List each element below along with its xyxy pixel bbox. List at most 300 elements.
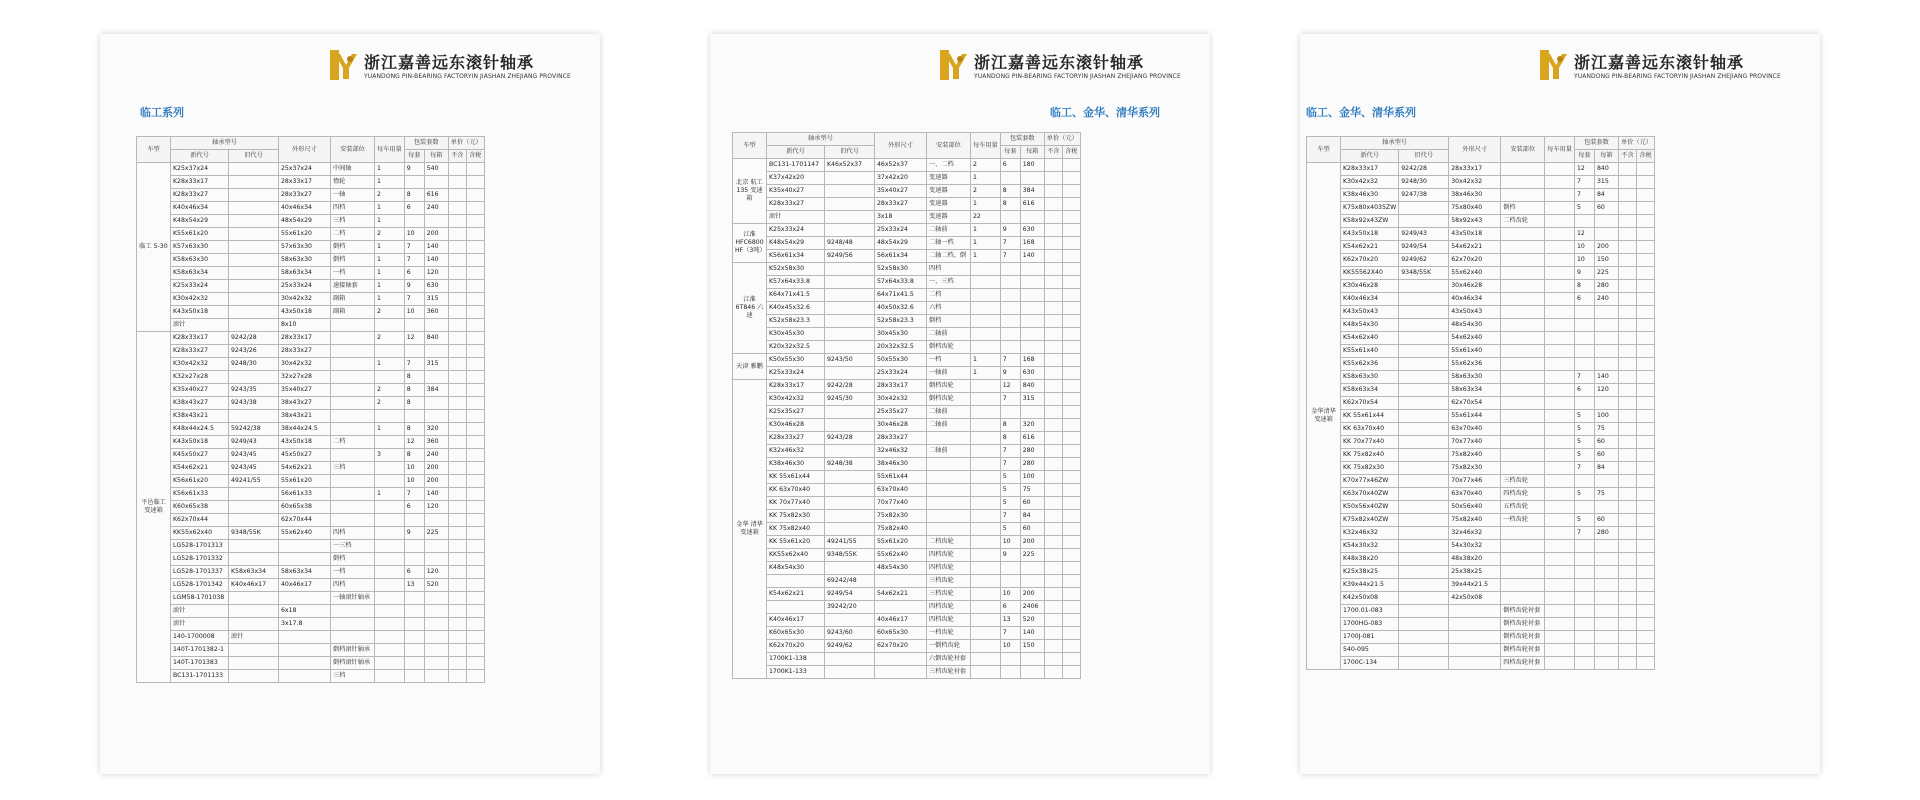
- dimension-cell: 58x63x34: [1449, 384, 1501, 397]
- install-position-cell: 四档齿轮: [927, 601, 971, 614]
- per-set-cell: 9: [404, 163, 424, 176]
- price-excl-cell: [1044, 445, 1062, 458]
- dimension-cell: 55x62x36: [1449, 358, 1501, 371]
- dimension-cell: [875, 575, 927, 588]
- per-box-cell: 168: [1020, 354, 1044, 367]
- table-row: [137, 553, 485, 566]
- quantity-cell: [1545, 280, 1575, 293]
- dimension-cell: 3x18: [875, 211, 927, 224]
- price-excl-cell: [1044, 406, 1062, 419]
- per-box-cell: [424, 514, 448, 527]
- install-position-cell: [927, 471, 971, 484]
- per-box-cell: 840: [1594, 163, 1618, 176]
- quantity-cell: 2: [971, 159, 1001, 172]
- old-code-cell: [1399, 527, 1449, 540]
- new-code-cell: K30x42x32: [1341, 176, 1399, 189]
- dimension-cell: 43x50x43: [1449, 306, 1501, 319]
- dimension-cell: 55x62x40: [279, 527, 331, 540]
- dimension-cell: 38x46x30: [1449, 189, 1501, 202]
- dimension-cell: 50x55x30: [875, 354, 927, 367]
- quantity-cell: 22: [971, 211, 1001, 224]
- dimension-cell: 54x30x32: [1449, 540, 1501, 553]
- dimension-cell: 3x17.8: [279, 618, 331, 631]
- per-set-cell: 9: [1000, 549, 1020, 562]
- table-row: [733, 497, 1081, 510]
- header-old: 旧代号: [825, 146, 875, 159]
- dimension-cell: [279, 592, 331, 605]
- price-incl-cell: [1636, 332, 1654, 345]
- old-code-cell: 9248/30: [1399, 176, 1449, 189]
- new-code-cell: LGM58-1701038: [171, 592, 229, 605]
- old-code-cell: [229, 657, 279, 670]
- new-code-cell: K28x33x17: [171, 176, 229, 189]
- per-box-cell: [1594, 306, 1618, 319]
- price-incl-cell: [466, 332, 484, 345]
- install-position-cell: 五档齿轮: [1501, 501, 1545, 514]
- old-code-cell: [1399, 514, 1449, 527]
- price-incl-cell: [466, 605, 484, 618]
- new-code-cell: K38x46x30: [1341, 189, 1399, 202]
- price-excl-cell: [1618, 306, 1636, 319]
- per-set-cell: [404, 605, 424, 618]
- dimension-cell: 55x61x44: [1449, 410, 1501, 423]
- per-set-cell: 5: [1574, 436, 1594, 449]
- dimension-cell: 6x18: [279, 605, 331, 618]
- price-incl-cell: [1636, 553, 1654, 566]
- price-incl-cell: [466, 228, 484, 241]
- dimension-cell: 58x63x34: [279, 566, 331, 579]
- new-code-cell: 140T-1701383: [171, 657, 229, 670]
- price-incl-cell: [1062, 445, 1080, 458]
- quantity-cell: [971, 328, 1001, 341]
- per-box-cell: [1594, 579, 1618, 592]
- quantity-cell: [971, 614, 1001, 627]
- header-size: 外形尺寸: [279, 137, 331, 163]
- new-code-cell: 1700.01-083: [1341, 605, 1399, 618]
- install-position-cell: [331, 618, 375, 631]
- old-code-cell: [1399, 462, 1449, 475]
- price-excl-cell: [1618, 514, 1636, 527]
- table-row: [137, 527, 485, 540]
- per-set-cell: 7: [1574, 527, 1594, 540]
- old-code-cell: [229, 280, 279, 293]
- old-code-cell: [229, 215, 279, 228]
- quantity-cell: [1545, 332, 1575, 345]
- old-code-cell: [825, 666, 875, 679]
- install-position-cell: [331, 345, 375, 358]
- per-box-cell: [1020, 653, 1044, 666]
- dimension-cell: 25x33x24: [875, 224, 927, 237]
- quantity-cell: [1545, 566, 1575, 579]
- price-excl-cell: [1044, 380, 1062, 393]
- per-box-cell: 384: [424, 384, 448, 397]
- new-code-cell: LG528-1701342: [171, 579, 229, 592]
- per-set-cell: 7: [1000, 458, 1020, 471]
- install-position-cell: 倒档滚针轴承: [331, 644, 375, 657]
- price-excl-cell: [1044, 614, 1062, 627]
- per-box-cell: 225: [1020, 549, 1044, 562]
- old-code-cell: [825, 406, 875, 419]
- table-row: [733, 419, 1081, 432]
- table-row: [1307, 631, 1655, 644]
- quantity-cell: [375, 514, 405, 527]
- new-code-cell: K54x62x21: [171, 462, 229, 475]
- install-position-cell: [1501, 371, 1545, 384]
- per-box-cell: 840: [424, 332, 448, 345]
- per-box-cell: 315: [1020, 393, 1044, 406]
- install-position-cell: [331, 384, 375, 397]
- old-code-cell: 9243/38: [229, 397, 279, 410]
- price-incl-cell: [1636, 488, 1654, 501]
- new-code-cell: LG528-1701332: [171, 553, 229, 566]
- dimension-cell: 30x42x32: [1449, 176, 1501, 189]
- dimension-cell: 40x46x17: [875, 614, 927, 627]
- table-row: [1307, 644, 1655, 657]
- new-code-cell: K30x45x30: [767, 328, 825, 341]
- install-position-cell: [1501, 254, 1545, 267]
- new-code-cell: 1700K1-133: [767, 666, 825, 679]
- series-title: 临工系列: [140, 106, 184, 119]
- install-position-cell: 一档: [927, 354, 971, 367]
- price-excl-cell: [1044, 575, 1062, 588]
- price-excl-cell: [1618, 384, 1636, 397]
- old-code-cell: [1399, 618, 1449, 631]
- dimension-cell: 55x61x44: [875, 471, 927, 484]
- old-code-cell: [1399, 631, 1449, 644]
- old-code-cell: [229, 189, 279, 202]
- header-qty: 每车用量: [971, 133, 1001, 159]
- per-set-cell: 7: [1574, 176, 1594, 189]
- old-code-cell: 9243/35: [229, 384, 279, 397]
- quantity-cell: [971, 380, 1001, 393]
- quantity-cell: [1545, 449, 1575, 462]
- old-code-cell: 9243/26: [229, 345, 279, 358]
- price-incl-cell: [466, 592, 484, 605]
- table-row: [1307, 228, 1655, 241]
- dimension-cell: 52x58x23.3: [875, 315, 927, 328]
- price-incl-cell: [1062, 536, 1080, 549]
- new-code-cell: K63x70x40ZW: [1341, 488, 1399, 501]
- price-incl-cell: [1062, 393, 1080, 406]
- price-excl-cell: [1044, 315, 1062, 328]
- install-position-cell: 一轴: [331, 189, 375, 202]
- price-incl-cell: [466, 371, 484, 384]
- install-position-cell: 二档: [927, 289, 971, 302]
- dimension-cell: 50x56x40: [1449, 501, 1501, 514]
- quantity-cell: [1545, 423, 1575, 436]
- price-excl-cell: [1044, 510, 1062, 523]
- per-box-cell: 120: [424, 267, 448, 280]
- price-excl-cell: [1044, 276, 1062, 289]
- quantity-cell: 2: [375, 332, 405, 345]
- dimension-cell: 55x61x40: [1449, 345, 1501, 358]
- per-box-cell: 200: [1594, 241, 1618, 254]
- table-row: [733, 211, 1081, 224]
- per-set-cell: 7: [1000, 445, 1020, 458]
- install-position-cell: 三档: [331, 215, 375, 228]
- new-code-cell: KK 75x82x30: [767, 510, 825, 523]
- install-position-cell: 二档: [331, 436, 375, 449]
- new-code-cell: K30x42x32: [171, 293, 229, 306]
- quantity-cell: [1545, 540, 1575, 553]
- dimension-cell: 56x61x33: [279, 488, 331, 501]
- old-code-cell: 9348/55K: [229, 527, 279, 540]
- table-row: [733, 458, 1081, 471]
- price-excl-cell: [1618, 176, 1636, 189]
- dimension-cell: 54x62x40: [1449, 332, 1501, 345]
- header-qty: 每车用量: [375, 137, 405, 163]
- per-box-cell: 315: [1594, 176, 1618, 189]
- old-code-cell: [1399, 644, 1449, 657]
- install-position-cell: 惰轮: [331, 176, 375, 189]
- per-set-cell: 6: [1574, 293, 1594, 306]
- install-position-cell: 四档: [927, 263, 971, 276]
- old-code-cell: 9243/50: [825, 354, 875, 367]
- quantity-cell: [1545, 202, 1575, 215]
- price-excl-cell: [1044, 211, 1062, 224]
- per-set-cell: [1000, 666, 1020, 679]
- per-set-cell: [404, 319, 424, 332]
- new-code-cell: [767, 575, 825, 588]
- table-row: [1307, 358, 1655, 371]
- per-set-cell: [1574, 631, 1594, 644]
- new-code-cell: K25x33x24: [171, 280, 229, 293]
- per-box-cell: [1020, 328, 1044, 341]
- install-position-cell: 一轴滚针轴承: [331, 592, 375, 605]
- quantity-cell: [1545, 436, 1575, 449]
- per-set-cell: [1574, 358, 1594, 371]
- dimension-cell: 75x80x40: [1449, 202, 1501, 215]
- install-position-cell: 倒档齿轮: [927, 341, 971, 354]
- price-incl-cell: [1062, 458, 1080, 471]
- table-row: [1307, 384, 1655, 397]
- table-row: [1307, 579, 1655, 592]
- per-set-cell: [1574, 501, 1594, 514]
- install-position-cell: 倒档: [1501, 202, 1545, 215]
- install-position-cell: [1501, 449, 1545, 462]
- price-excl-cell: [1044, 432, 1062, 445]
- price-incl-cell: [1636, 475, 1654, 488]
- old-code-cell: [825, 276, 875, 289]
- new-code-cell: KK 63x70x40: [1341, 423, 1399, 436]
- brand-name-en: YUANDONG PIN-BEARING FACTORYIN JIASHAN ZHEJIANG PROVINCE: [974, 73, 1181, 80]
- new-code-cell: K30x46x28: [1341, 280, 1399, 293]
- price-incl-cell: [1636, 397, 1654, 410]
- per-set-cell: 7: [404, 254, 424, 267]
- price-incl-cell: [466, 358, 484, 371]
- table-row: [733, 224, 1081, 237]
- per-box-cell: 840: [1020, 380, 1044, 393]
- header-incl: 含税: [1636, 150, 1654, 163]
- per-set-cell: [1574, 644, 1594, 657]
- price-excl-cell: [448, 410, 466, 423]
- vehicle-model-cell: 江淮 6T846 六速: [733, 263, 767, 354]
- price-incl-cell: [1636, 280, 1654, 293]
- table-row: [137, 163, 485, 176]
- old-code-cell: 9249/62: [825, 640, 875, 653]
- price-incl-cell: [1636, 423, 1654, 436]
- per-set-cell: 10: [404, 228, 424, 241]
- price-excl-cell: [1618, 410, 1636, 423]
- price-excl-cell: [448, 202, 466, 215]
- per-box-cell: [424, 397, 448, 410]
- price-excl-cell: [448, 280, 466, 293]
- price-excl-cell: [448, 241, 466, 254]
- per-set-cell: [1574, 618, 1594, 631]
- install-position-cell: [927, 523, 971, 536]
- header-pos: 安装部位: [331, 137, 375, 163]
- price-excl-cell: [1618, 540, 1636, 553]
- old-code-cell: 69242/48: [825, 575, 875, 588]
- table-row: [1307, 241, 1655, 254]
- per-box-cell: 2406: [1020, 601, 1044, 614]
- table-row: [137, 176, 485, 189]
- price-incl-cell: [1062, 354, 1080, 367]
- quantity-cell: [1545, 501, 1575, 514]
- install-position-cell: 四档齿轮: [927, 549, 971, 562]
- old-code-cell: 9248/38: [825, 458, 875, 471]
- price-excl-cell: [1618, 189, 1636, 202]
- price-incl-cell: [466, 527, 484, 540]
- table-row: [733, 159, 1081, 172]
- quantity-cell: [971, 406, 1001, 419]
- price-incl-cell: [1636, 410, 1654, 423]
- old-code-cell: [825, 445, 875, 458]
- dimension-cell: 46x52x37: [875, 159, 927, 172]
- price-incl-cell: [1636, 345, 1654, 358]
- new-code-cell: K55x62x36: [1341, 358, 1399, 371]
- quantity-cell: [1545, 384, 1575, 397]
- install-position-cell: 倒档滚针轴承: [331, 657, 375, 670]
- price-incl-cell: [466, 488, 484, 501]
- price-excl-cell: [1618, 605, 1636, 618]
- per-box-cell: 140: [424, 254, 448, 267]
- install-position-cell: 二轴前: [927, 445, 971, 458]
- price-excl-cell: [1618, 254, 1636, 267]
- price-excl-cell: [448, 358, 466, 371]
- price-excl-cell: [1044, 562, 1062, 575]
- old-code-cell: [825, 562, 875, 575]
- price-excl-cell: [1044, 393, 1062, 406]
- per-set-cell: [404, 410, 424, 423]
- table-row: [1307, 189, 1655, 202]
- per-set-cell: 9: [1574, 267, 1594, 280]
- quantity-cell: [375, 579, 405, 592]
- install-position-cell: 倒档齿轮衬套: [1501, 605, 1545, 618]
- install-position-cell: 六倒齿轮衬套: [927, 653, 971, 666]
- table-row: [137, 397, 485, 410]
- dimension-cell: [279, 553, 331, 566]
- quantity-cell: [1545, 527, 1575, 540]
- table-row: [733, 627, 1081, 640]
- table-row: [733, 640, 1081, 653]
- vehicle-model-cell: 江淮 HFC6800 HF（3吨）: [733, 224, 767, 263]
- install-position-cell: 变速器: [927, 185, 971, 198]
- brand-name-cn: 浙江嘉善远东滚针轴承: [1574, 53, 1745, 72]
- old-code-cell: [229, 670, 279, 683]
- quantity-cell: [1545, 410, 1575, 423]
- per-set-cell: [1574, 475, 1594, 488]
- install-position-cell: [1501, 332, 1545, 345]
- old-code-cell: [1399, 306, 1449, 319]
- new-code-cell: K50x55x30: [767, 354, 825, 367]
- old-code-cell: [1399, 332, 1449, 345]
- quantity-cell: [1545, 319, 1575, 332]
- dimension-cell: 48x54x29: [279, 215, 331, 228]
- old-code-cell: [1399, 371, 1449, 384]
- install-position-cell: [331, 501, 375, 514]
- price-incl-cell: [1062, 588, 1080, 601]
- per-set-cell: [404, 657, 424, 670]
- table-row: [733, 445, 1081, 458]
- new-code-cell: K40x46x34: [1341, 293, 1399, 306]
- install-position-cell: [1501, 280, 1545, 293]
- table-row: [1307, 592, 1655, 605]
- old-code-cell: [1399, 410, 1449, 423]
- price-incl-cell: [466, 475, 484, 488]
- new-code-cell: K32x46x32: [1341, 527, 1399, 540]
- bearing-table: [136, 136, 485, 683]
- new-code-cell: K32x27x28: [171, 371, 229, 384]
- per-set-cell: 9: [1000, 224, 1020, 237]
- per-box-cell: 616: [1020, 432, 1044, 445]
- new-code-cell: K43x50x43: [1341, 306, 1399, 319]
- per-set-cell: 7: [404, 488, 424, 501]
- new-code-cell: K28x33x27: [171, 345, 229, 358]
- price-incl-cell: [466, 410, 484, 423]
- per-box-cell: [1594, 397, 1618, 410]
- table-row: [1307, 475, 1655, 488]
- table-row: [733, 549, 1081, 562]
- new-code-cell: K58x63x30: [171, 254, 229, 267]
- price-excl-cell: [1618, 436, 1636, 449]
- quantity-cell: [1545, 397, 1575, 410]
- dimension-cell: 28x33x17: [279, 332, 331, 345]
- new-code-cell: K40x45x32.6: [767, 302, 825, 315]
- dimension-cell: 28x33x17: [875, 380, 927, 393]
- quantity-cell: 1: [375, 358, 405, 371]
- price-incl-cell: [1062, 471, 1080, 484]
- install-position-cell: 二档齿轮: [1501, 215, 1545, 228]
- price-excl-cell: [1044, 484, 1062, 497]
- price-incl-cell: [1636, 579, 1654, 592]
- per-box-cell: 320: [424, 423, 448, 436]
- price-incl-cell: [466, 644, 484, 657]
- price-excl-cell: [1044, 627, 1062, 640]
- install-position-cell: 三档齿轮衬套: [927, 666, 971, 679]
- new-code-cell: 140-1700008: [171, 631, 229, 644]
- per-box-cell: [1594, 553, 1618, 566]
- new-code-cell: K45x50x27: [171, 449, 229, 462]
- price-incl-cell: [466, 579, 484, 592]
- price-excl-cell: [448, 618, 466, 631]
- per-set-cell: 10: [1574, 254, 1594, 267]
- price-excl-cell: [1618, 579, 1636, 592]
- dimension-cell: 8x10: [279, 319, 331, 332]
- price-incl-cell: [1636, 605, 1654, 618]
- price-incl-cell: [1062, 549, 1080, 562]
- new-code-cell: K42x50x08: [1341, 592, 1399, 605]
- dimension-cell: 28x33x27: [875, 198, 927, 211]
- brand-text: [364, 50, 571, 80]
- dimension-cell: 35x40x27: [279, 384, 331, 397]
- quantity-cell: 1: [971, 172, 1001, 185]
- per-box-cell: 140: [1594, 371, 1618, 384]
- install-position-cell: 三档齿轮: [927, 575, 971, 588]
- old-code-cell: [825, 224, 875, 237]
- price-incl-cell: [1636, 241, 1654, 254]
- quantity-cell: 1: [375, 241, 405, 254]
